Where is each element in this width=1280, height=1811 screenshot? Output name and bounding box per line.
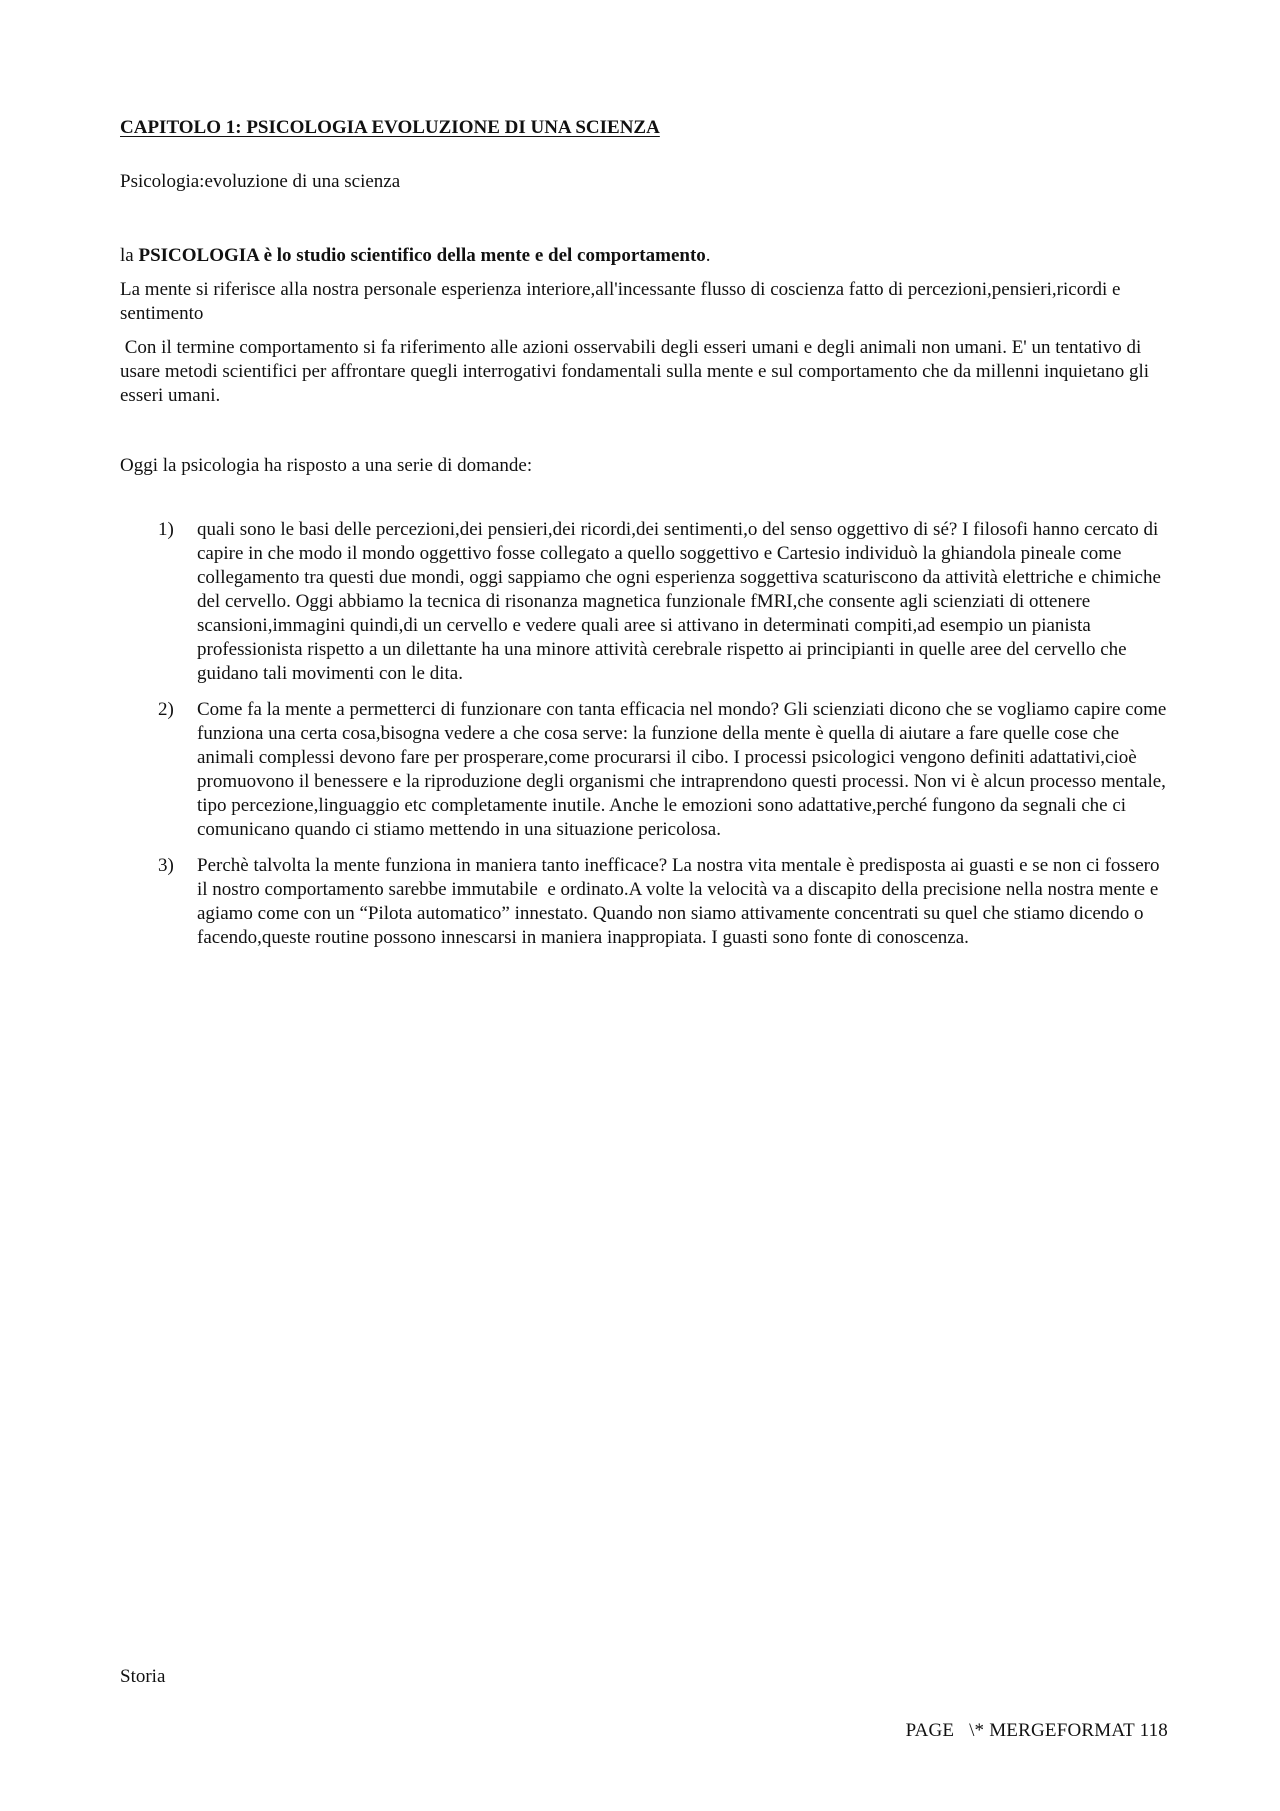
document-body [120, 116, 1172, 962]
intro-paragraph: Oggi la psicologia ha risposto a una serie di domande: [120, 455, 533, 476]
list-item-text: Come fa la mente a permetterci di funzionare con tanta efficacia nel mondo? Gli scienziati dicono che se vogliamo capire come funziona una certa cosa,bisogna vedere a che cosa serve: la funzione della mente è quella di aiutare a fare quelle cose che animali complessi devono fare per prosperare,come procurarsi il cibo. I processi psicologici vengono definiti adattativi,cioè promuovono il benessere e la riproduzione degli organismi che intraprendono questi processi. Non vi è alcun processo mentale, tipo percezione,linguaggio etc completamente inutile. Anche le emozioni sono adattative,perché fungono da segnali che ci comunicano quando ci stiamo mettendo in una situazione pericolosa. [197, 699, 1167, 840]
chapter-title: CAPITOLO 1: PSICOLOGIA EVOLUZIONE DI UNA SCIENZA [120, 117, 660, 138]
footer-section-label: Storia [120, 1666, 166, 1687]
paragraph-mente: La mente si riferisce alla nostra personale esperienza interiore,all'incessante flusso di coscienza fatto di percezioni,pensieri,ricordi e sentimento [120, 279, 1121, 324]
list-item-text: quali sono le basi delle percezioni,dei pensieri,dei ricordi,dei sentimenti,o del senso oggettivo di sé? I filosofi hanno cercato di capire in che modo il mondo oggettivo fosse collegato a quello soggettivo e Cartesio individuò la ghiandola pineale come collegamento tra questi due mondi, oggi sappiamo che ogni esperienza soggettiva scaturiscono da attività elettriche e chimiche del cervello. Oggi abbiamo la tecnica di risonanza magnetica funzionale fMRI,che consente agli scienziati di ottenere scansioni,immagini quindi,di un cervello e vedere quali aree si attivano in determinati compiti,ad esempio un pianista professionista rispetto a un dilettante ha una minore attività cerebrale rispetto ai principianti in quelle aree del cervello che guidano tali movimenti con le dita. [197, 519, 1161, 684]
paragraph-comportamento: Con il termine comportamento si fa riferimento alle azioni osservabili degli esseri umani e degli animali non umani. E' un tentativo di usare metodi scientifici per affrontare quegli interrogativi fondamentali sulla mente e sul comportamento che da millenni inquietano gli esseri umani. [120, 337, 1154, 406]
list-item [120, 854, 1172, 950]
footer-page-field: PAGE \* MERGEFORMAT 118 [905, 1720, 1168, 1741]
list-item [120, 518, 1172, 686]
list-item-number: 2) [158, 699, 174, 720]
list-item [120, 698, 1172, 842]
subtitle: Psicologia:evoluzione di una scienza [120, 171, 401, 192]
definition-suffix: . [705, 245, 711, 266]
definition-paragraph [120, 244, 1172, 268]
definition-bold: PSICOLOGIA è lo studio scientifico della mente e del comportamento [138, 245, 706, 266]
questions-list [120, 518, 1172, 950]
spacer [120, 418, 1172, 454]
list-item-text: Perchè talvolta la mente funziona in maniera tanto inefficace? La nostra vita mentale è predisposta ai guasti e se non ci fossero il nostro comportamento sarebbe immutabile e ordinato.A volte la velocità va a discapito della precisione nella nostra mente e agiamo come con un “Pilota automatico” innestato. Quando non siamo attivamente concentrati su quel che stiamo dicendo o facendo,queste routine possono innescarsi in maniera inappropiata. I guasti sono fonte di conoscenza. [197, 855, 1165, 948]
list-item-number: 1) [158, 519, 174, 540]
list-item-number: 3) [158, 855, 174, 876]
definition-prefix: la [120, 245, 139, 266]
